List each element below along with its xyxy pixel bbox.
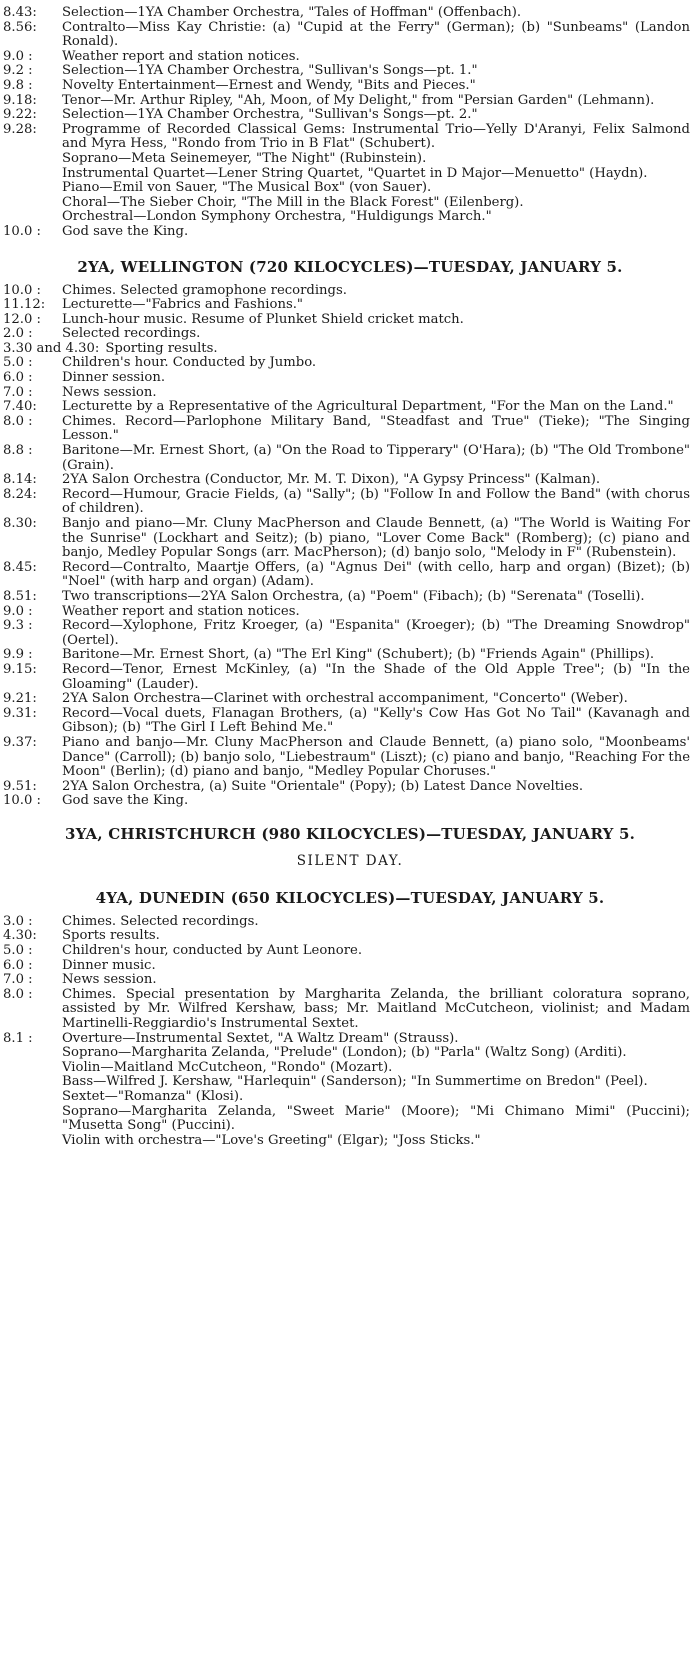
- programme-entry: [0, 21, 700, 50]
- entry-time: 7.0 :: [3, 972, 33, 988]
- entry-text: Choral—The Sieber Choir, "The Mill in the Black Forest" (Eilenberg).: [62, 194, 524, 210]
- programme-entry: [0, 386, 700, 401]
- entry-text: Children's hour. Conducted by Jumbo.: [62, 355, 317, 371]
- entry-text: Lunch-hour music. Resume of Plunket Shield cricket match.: [62, 311, 464, 327]
- entry-text: 2YA Salon Orchestra (Conductor, Mr. M. T. Dixon), "A Gypsy Princess" (Kalman).: [62, 472, 601, 488]
- entry-time: 8.1 :: [3, 1030, 33, 1046]
- programme-entry: [0, 1090, 700, 1105]
- entry-text: God save the King.: [62, 793, 189, 809]
- programme-entry: [0, 225, 700, 240]
- programme-entry: [0, 561, 700, 590]
- entry-text: Soprano—Meta Seinemeyer, "The Night" (Rubinstein).: [62, 150, 427, 166]
- entry-time: 8.30:: [3, 516, 37, 531]
- entry-text: Chimes. Record—Parlophone Military Band, "Steadfast and True" (Tieke); "The Singing Lesson.": [62, 413, 690, 444]
- programme-entry: [0, 123, 700, 152]
- entry-time: 8.14:: [3, 472, 37, 488]
- entry-time: 2.0 :: [3, 326, 33, 342]
- entry-text: Banjo and piano—Mr. Cluny MacPherson and Claude Bennett, (a) "The World is Waiting For the Sunrise" (Lockhart and Seitz); (b) piano, "Lover Come Back" (Romberg); (c) piano and banjo, Medley Popular Songs (arr. MacPherson); (d) banjo solo, "Melody in F" (Rubenstein).: [62, 516, 690, 561]
- entry-text: Sextet—"Romanza" (Klosi).: [62, 1089, 244, 1104]
- programme-entry: [0, 327, 700, 342]
- section-2ya: [0, 258, 700, 809]
- programme-entry: [0, 50, 700, 65]
- entry-text: 2YA Salon Orchestra—Clarinet with orchestral accompaniment, "Concerto" (Weber).: [62, 691, 628, 707]
- programme-entry: [0, 196, 700, 211]
- programme-entry: [0, 605, 700, 620]
- entry-time: 7.0 :: [3, 384, 33, 400]
- silent-day-note: SILENT DAY.: [296, 852, 404, 869]
- programme-entry: [0, 1061, 700, 1076]
- programme-entry: [0, 79, 700, 94]
- programme-entry: [0, 707, 700, 736]
- programme-entry: [0, 488, 700, 517]
- entry-text: Sports results.: [62, 928, 160, 944]
- programme-entry: [0, 959, 700, 974]
- programme-entry: [0, 517, 700, 561]
- programme-entry: [0, 64, 700, 79]
- programme-entry: [0, 152, 700, 167]
- entry-text: Dinner music.: [62, 957, 156, 973]
- programme-entry: [0, 590, 700, 605]
- programme-entry: [0, 415, 700, 444]
- programme-entry: [0, 313, 700, 328]
- entry-text: Contralto—Miss Kay Christie: (a) "Cupid at the Ferry" (German); (b) "Sunbeams" (Landon Ronald).: [62, 19, 690, 50]
- entry-time: 5.0 :: [3, 943, 33, 959]
- programme-entry: [0, 692, 700, 707]
- programme-entry: [0, 284, 700, 299]
- entry-text: Record—Humour, Gracie Fields, (a) "Sally"; (b) "Follow In and Follow the Band" (with chorus of children).: [62, 486, 690, 517]
- entry-time: 7.40:: [3, 399, 37, 415]
- entry-time: 6.0 :: [3, 370, 33, 386]
- programme-entry: [0, 663, 700, 692]
- entry-text: Selection—1YA Chamber Orchestra, "Sullivan's Songs—pt. 1.": [62, 63, 478, 79]
- programme-list: [0, 284, 700, 809]
- entry-text: Chimes. Selected gramophone recordings.: [62, 282, 347, 298]
- programme-entry: [0, 1032, 700, 1047]
- entry-text: Children's hour, conducted by Aunt Leonore.: [62, 943, 363, 959]
- entry-text: Novelty Entertainment—Ernest and Wendy, "Bits and Pieces.": [62, 77, 476, 93]
- entry-time: 8.24:: [3, 486, 37, 502]
- entry-time: 8.56:: [3, 19, 37, 35]
- entry-text: Baritone—Mr. Ernest Short, (a) "The Erl King" (Schubert); (b) "Friends Again" (Phillips).: [62, 647, 655, 663]
- entry-time: 9.9 :: [3, 647, 33, 663]
- programme-entry: [0, 915, 700, 930]
- entry-time: 4.30:: [3, 928, 37, 944]
- programme-entry: [0, 356, 700, 371]
- section-3ya: [0, 825, 700, 869]
- programme-entry: [0, 400, 700, 415]
- entry-time: 9.15:: [3, 661, 37, 677]
- entry-text: Selection—1YA Chamber Orchestra, "Tales of Hoffman" (Offenbach).: [62, 5, 522, 20]
- entry-time: 8.43:: [3, 5, 37, 20]
- entry-time: 8.51:: [3, 588, 37, 604]
- entry-time: 12.0 :: [3, 311, 41, 327]
- entry-time: 10.0 :: [3, 793, 41, 809]
- programme-entry: [0, 210, 700, 225]
- entry-text: Dinner session.: [62, 370, 166, 386]
- section-4ya: [0, 889, 700, 1149]
- programme-entry: [0, 780, 700, 795]
- entry-text: Overture—Instrumental Sextet, "A Waltz Dream" (Strauss).: [62, 1030, 459, 1046]
- entry-text: Violin—Maitland McCutcheon, "Rondo" (Mozart).: [62, 1059, 393, 1075]
- entry-time: 9.3 :: [3, 618, 33, 634]
- entry-text: Soprano—Margharita Zelanda, "Prelude" (London); (b) "Parla" (Waltz Song) (Arditi).: [62, 1045, 627, 1061]
- entry-text: Orchestral—London Symphony Orchestra, "Huldigungs March.": [62, 209, 492, 225]
- programme-entry: [0, 298, 700, 313]
- station-heading: 2YA, WELLINGTON (720 KILOCYCLES)—TUESDAY, JANUARY 5.: [77, 257, 623, 276]
- entry-text: Two transcriptions—2YA Salon Orchestra, (a) "Poem" (Fibach); (b) "Serenata" (Toselli).: [62, 588, 645, 604]
- programme-entry: [0, 944, 700, 959]
- entry-time: 9.37:: [3, 734, 37, 750]
- entry-time: 9.21:: [3, 691, 37, 707]
- entry-time: 8.0 :: [3, 986, 33, 1002]
- entry-time: 9.0 :: [3, 603, 33, 619]
- programme-entry: [0, 619, 700, 648]
- entry-text: Soprano—Margharita Zelanda, "Sweet Marie" (Moore); "Mi Chimano Mimi" (Puccini); "Musetta Song" (Puccini).: [62, 1103, 690, 1134]
- entry-time: 8.0 :: [3, 413, 33, 429]
- programme-entry: [0, 988, 700, 1032]
- entry-time: 8.45:: [3, 559, 37, 575]
- entry-text: Programme of Recorded Classical Gems: Instrumental Trio—Yelly D'Aranyi, Felix Salmond and Myra Hess, "Rondo from Trio in B Flat" (Schubert).: [62, 121, 690, 152]
- programme-entry: [0, 1105, 700, 1134]
- entry-text: News session.: [62, 384, 157, 400]
- entry-text: Weather report and station notices.: [62, 603, 300, 619]
- programme-list: [0, 6, 700, 240]
- programme-entry: [0, 371, 700, 386]
- entry-text: Record—Vocal duets, Flanagan Brothers, (a) "Kelly's Cow Has Got No Tail" (Kavanagh and Gibson); (b) "The Girl I Left Behind Me.": [62, 705, 690, 736]
- entry-text: Piano and banjo—Mr. Cluny MacPherson and Claude Bennett, (a) piano solo, "Moonbeams' Dance" (Carroll); (b) banjo solo, "Liebestraum" (Liszt); (c) piano and banjo, "Reaching For the Moon" (Berlin); (d) piano and banjo, "Medley Popular Choruses.": [62, 734, 690, 780]
- programme-entry: [0, 444, 700, 473]
- programme-entry: [0, 108, 700, 123]
- programme-entry: [0, 648, 700, 663]
- programme-entry: [0, 794, 700, 809]
- entry-text: Weather report and station notices.: [62, 48, 300, 64]
- programme-entry: [0, 736, 700, 780]
- programme-entry: [0, 181, 700, 196]
- entry-text: Chimes. Special presentation by Margharita Zelanda, the brilliant coloratura soprano, assisted by Mr. Wilfred Kershaw, bass; Mr. Maitland McCutcheon, violinist; and Madam Martinelli-Reggiardio's Instrumental Sextet.: [62, 986, 690, 1032]
- entry-time: 9.0 :: [3, 48, 33, 64]
- programme-entry: [0, 473, 700, 488]
- programme-entry: [0, 929, 700, 944]
- entry-text: Instrumental Quartet—Lener String Quartet, "Quartet in D Major—Menuetto" (Haydn).: [62, 165, 648, 181]
- entry-text: Lecturette by a Representative of the Agricultural Department, "For the Man on the Land.": [62, 399, 674, 415]
- programme-list: [0, 915, 700, 1149]
- entry-time: 9.2 :: [3, 63, 33, 79]
- entry-text: Record—Xylophone, Fritz Kroeger, (a) "Espanita" (Kroeger); (b) "The Dreaming Snowdrop" (Oertel).: [62, 618, 690, 648]
- entry-time: 9.28:: [3, 121, 37, 137]
- programme-entry: [0, 6, 700, 21]
- programme-entry: [0, 167, 700, 182]
- entry-time: 3.30 and 4.30:: [3, 340, 100, 356]
- entry-text: Violin with orchestra—"Love's Greeting" (Elgar); "Joss Sticks.": [62, 1132, 481, 1148]
- entry-time: 9.8 :: [3, 77, 33, 93]
- entry-text: Bass—Wilfred J. Kershaw, "Harlequin" (Sanderson); "In Summertime on Bredon" (Peel).: [62, 1074, 648, 1090]
- entry-text: 2YA Salon Orchestra, (a) Suite "Orientale" (Popy); (b) Latest Dance Novelties.: [62, 778, 584, 794]
- entry-text: Selection—1YA Chamber Orchestra, "Sullivan's Songs—pt. 2.": [62, 107, 478, 123]
- entry-text: News session.: [62, 972, 157, 988]
- entry-time: 9.31:: [3, 705, 37, 721]
- entry-text: Selected recordings.: [62, 326, 201, 342]
- programme-entry: [0, 342, 700, 357]
- entry-time: 5.0 :: [3, 355, 33, 371]
- entry-time: 11.12:: [3, 297, 46, 313]
- entry-time: 9.22:: [3, 107, 37, 123]
- station-heading: 3YA, CHRISTCHURCH (980 KILOCYCLES)—TUESDAY, JANUARY 5.: [64, 824, 636, 843]
- entry-time: 10.0 :: [3, 282, 41, 298]
- entry-time: 6.0 :: [3, 957, 33, 973]
- entry-text: Sporting results.: [105, 340, 218, 356]
- entry-text: Tenor—Mr. Arthur Ripley, "Ah, Moon, of My Delight," from "Persian Garden" (Lehmann).: [62, 92, 655, 108]
- programme-entry: [0, 1046, 700, 1061]
- entry-time: 9.51:: [3, 778, 37, 794]
- entry-time: 8.8 :: [3, 443, 33, 459]
- entry-time: 9.18:: [3, 92, 37, 108]
- entry-text: Lecturette—"Fabrics and Fashions.": [62, 297, 303, 313]
- programme-entry: [0, 94, 700, 109]
- station-heading: 4YA, DUNEDIN (650 KILOCYCLES)—TUESDAY, JANUARY 5.: [95, 888, 605, 907]
- entry-text: Record—Contralto, Maartje Offers, (a) "Agnus Dei" (with cello, harp and organ) (Bizet); (b) "Noel" (with harp and organ) (Adam).: [62, 559, 690, 590]
- programme-entry: [0, 1075, 700, 1090]
- programme-entry: [0, 973, 700, 988]
- entry-time: 10.0 :: [3, 223, 41, 239]
- entry-text: Piano—Emil von Sauer, "The Musical Box" (von Sauer).: [62, 180, 432, 196]
- entry-text: God save the King.: [62, 223, 189, 239]
- entry-time: 3.0 :: [3, 913, 33, 929]
- entry-text: Record—Tenor, Ernest McKinley, (a) "In the Shade of the Old Apple Tree"; (b) "In the Gloaming" (Lauder).: [62, 661, 690, 692]
- programme-entry: [0, 1134, 700, 1149]
- entry-text: Chimes. Selected recordings.: [62, 913, 259, 929]
- entry-text: Baritone—Mr. Ernest Short, (a) "On the Road to Tipperary" (O'Hara); (b) "The Old Trombone" (Grain).: [62, 443, 690, 473]
- section-1ya-continued: [0, 0, 700, 240]
